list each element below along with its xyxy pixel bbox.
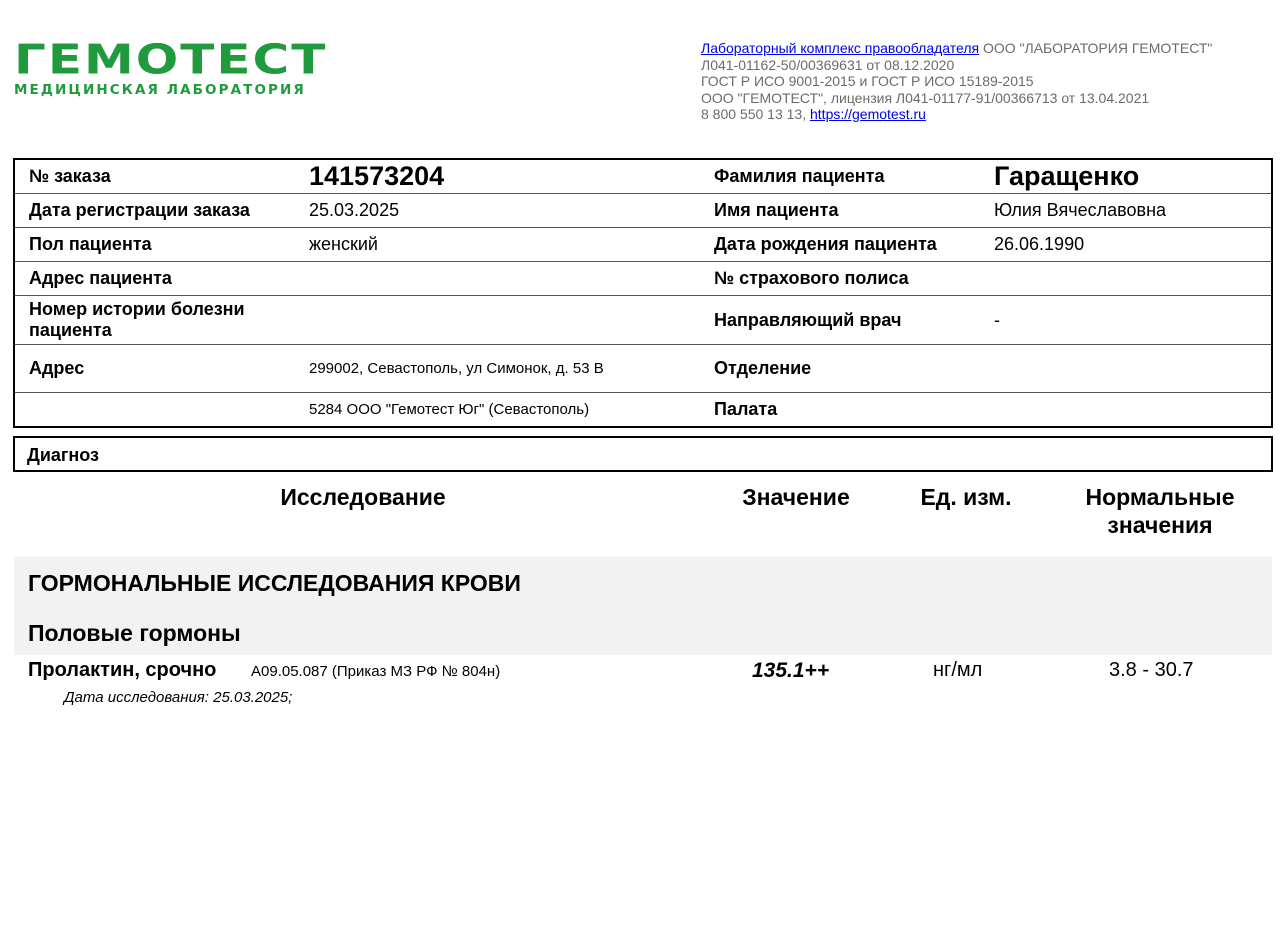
column-norm-line1: Нормальные (1085, 484, 1235, 510)
diagnosis-row (13, 436, 1273, 472)
patient-info-table (13, 158, 1273, 428)
column-norm-line2: значения (1107, 512, 1213, 538)
lab-company: ООО "ЛАБОРАТОРИЯ ГЕМОТЕСТ" (979, 40, 1213, 56)
column-norm (1069, 483, 1251, 539)
table-row (14, 296, 1272, 345)
gemotest-logo (14, 35, 388, 98)
logo-subtitle: МЕДИЦИНСКАЯ ЛАБОРАТОРИЯ (14, 82, 306, 98)
test-unit: нг/мл (933, 659, 983, 681)
lab-phone: 8 800 550 13 13, (701, 106, 810, 122)
column-value: Значение (742, 484, 850, 510)
dept-label: Отделение (700, 345, 980, 393)
doctor-name: - (980, 296, 1272, 345)
order-number-label: № заказа (29, 166, 111, 186)
column-study: Исследование (280, 484, 446, 510)
patient-address (295, 262, 700, 296)
name-label: Имя пациента (700, 194, 980, 228)
addr2-label: Адрес (14, 345, 295, 393)
table-row (14, 228, 1272, 262)
ward (980, 393, 1272, 428)
table-row (14, 262, 1272, 296)
lab-complex-link[interactable]: Лабораторный комплекс правообладателя (701, 40, 980, 56)
address-label: Адрес пациента (14, 262, 295, 296)
surname-label: Фамилия пациента (714, 166, 885, 186)
lab-office: 5284 ООО "Гемотест Юг" (Севастополь) (295, 393, 700, 428)
lab-info-line3: ГОСТ Р ИСО 9001-2015 и ГОСТ Р ИСО 15189-2015 (701, 73, 1034, 89)
section-subtitle: Половые гормоны (28, 620, 241, 646)
column-unit: Ед. изм. (920, 484, 1012, 510)
department (980, 345, 1272, 393)
patient-surname: Гаращенко (994, 161, 1140, 191)
test-name: Пролактин, срочно (28, 659, 217, 681)
policy-number (980, 262, 1272, 296)
doctor-label: Направляющий врач (700, 296, 980, 345)
order-number: 141573204 (309, 161, 445, 191)
lab-info (701, 40, 1212, 123)
ward-label: Палата (700, 393, 980, 428)
test-code: A09.05.087 (Приказ МЗ РФ № 804н) (251, 663, 501, 680)
gemotest-site-link[interactable]: https://gemotest.ru (810, 106, 926, 122)
table-row (14, 159, 1272, 194)
patient-name: Юлия Вячеславовна (980, 194, 1272, 228)
test-date: Дата исследования: 25.03.2025; (64, 689, 293, 706)
test-reference: 3.8 - 30.7 (1109, 659, 1194, 681)
reg-date: 25.03.2025 (295, 194, 700, 228)
table-row (14, 345, 1272, 393)
table-row (14, 393, 1272, 428)
policy-label: № страхового полиса (700, 262, 980, 296)
lab-address: 299002, Севастополь, ул Симонок, д. 53 В (295, 345, 700, 393)
reg-date-label: Дата регистрации заказа (14, 194, 295, 228)
gender-label: Пол пациента (14, 228, 295, 262)
lab-info-line2: Л041-01162-50/00369631 от 08.12.2020 (701, 56, 955, 73)
history-number (295, 296, 700, 345)
lab-info-line4: ООО "ГЕМОТЕСТ", лицензия Л041-01177-91/00366713 от 13.04.2021 (701, 89, 1150, 106)
birth-label: Дата рождения пациента (700, 228, 980, 262)
logo-title: ГЕМОТЕСТ (14, 35, 328, 84)
lab-info-line1 (701, 40, 1212, 57)
lab-info-line5 (701, 106, 1212, 123)
table-row (14, 194, 1272, 228)
diagnosis-label: Диагноз (27, 445, 99, 465)
office-label-empty (14, 393, 295, 428)
section-title: ГОРМОНАЛЬНЫЕ ИССЛЕДОВАНИЯ КРОВИ (28, 570, 521, 596)
patient-birth: 26.06.1990 (980, 228, 1272, 262)
history-label: Номер истории болезни пациента (14, 296, 295, 345)
test-value: 135.1++ (752, 659, 830, 682)
patient-gender: женский (295, 228, 700, 262)
